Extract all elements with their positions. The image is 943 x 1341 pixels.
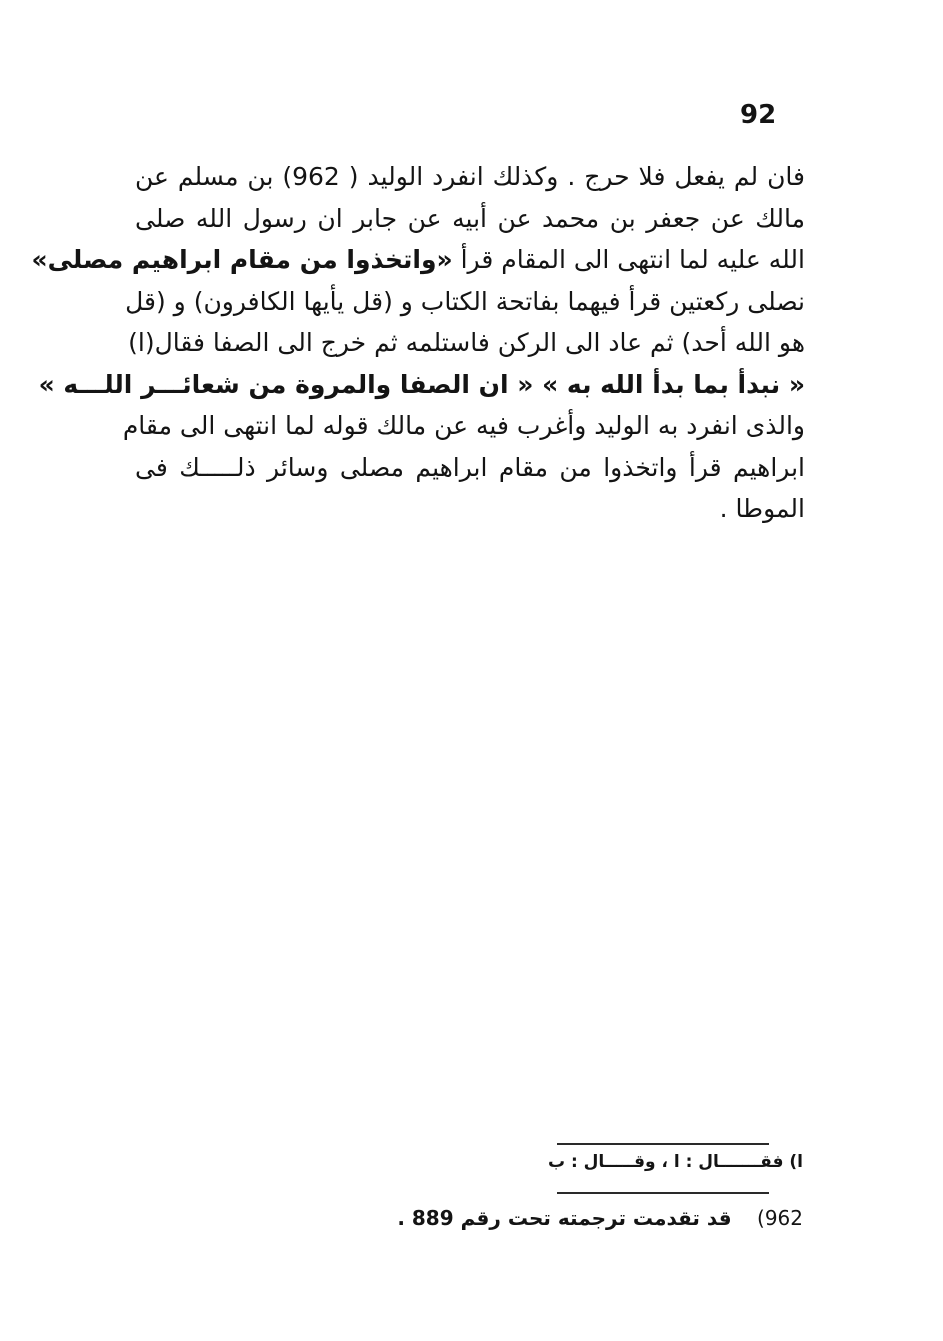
text-line bbox=[122, 405, 805, 447]
text-segment: نصلى ركعتين قرأ فيهما بفاتحة الكتاب و (قل يأيها الكافرون) و (قل bbox=[125, 286, 805, 316]
text-segment: والذى انفرد به الوليد وأغرب فيه عن مالك قوله لما انتهى الى مقام bbox=[122, 411, 805, 440]
text-line bbox=[31, 239, 805, 281]
text-segment: الموطا . bbox=[719, 494, 805, 523]
text-line bbox=[135, 198, 805, 240]
bold-quote-segment: «واتخذوا من مقام ابراهيم مصلى» bbox=[31, 245, 453, 274]
text-line bbox=[135, 447, 805, 489]
text-segment: هو الله أحد) ثم عاد الى الركن فاستلمه ثم خرج الى الصفا فقال(ا) bbox=[128, 328, 805, 357]
bold-quote-segment: « نبدأ بما بدأ الله به » « ان الصفا والمروة من شعائـــر اللـــه » bbox=[38, 369, 805, 399]
footnote-biography bbox=[283, 1206, 803, 1230]
footnote-biography-text: قد تقدمت ترجمته تحت رقم 889 . bbox=[397, 1206, 732, 1230]
footnote-variant-reading: ا) فقـــــــال : ا ، وقـــــال : ب bbox=[547, 1152, 803, 1172]
text-segment: الله عليه لما انتهى الى المقام قرأ bbox=[452, 245, 805, 274]
text-segment: مالك عن جعفر بن محمد عن أبيه عن جابر ان رسول الله صلى bbox=[135, 203, 805, 233]
footnote-number: 962) bbox=[757, 1206, 803, 1230]
page-number: 92 bbox=[740, 100, 777, 130]
text-line bbox=[128, 322, 805, 364]
text-line bbox=[38, 364, 805, 406]
footnote-divider-bottom bbox=[557, 1192, 769, 1194]
text-line bbox=[135, 156, 805, 198]
text-line bbox=[135, 488, 805, 530]
footnote-divider-top bbox=[557, 1143, 769, 1145]
text-segment: فان لم يفعل فلا حرج . وكذلك انفرد الوليد ( 962) بن مسلم عن bbox=[135, 162, 805, 191]
text-line bbox=[125, 281, 805, 323]
main-text bbox=[31, 156, 805, 530]
text-segment: ابراهيم قرأ واتخذوا من مقام ابراهيم مصلى وسائر ذلـــــك فى bbox=[135, 452, 805, 482]
